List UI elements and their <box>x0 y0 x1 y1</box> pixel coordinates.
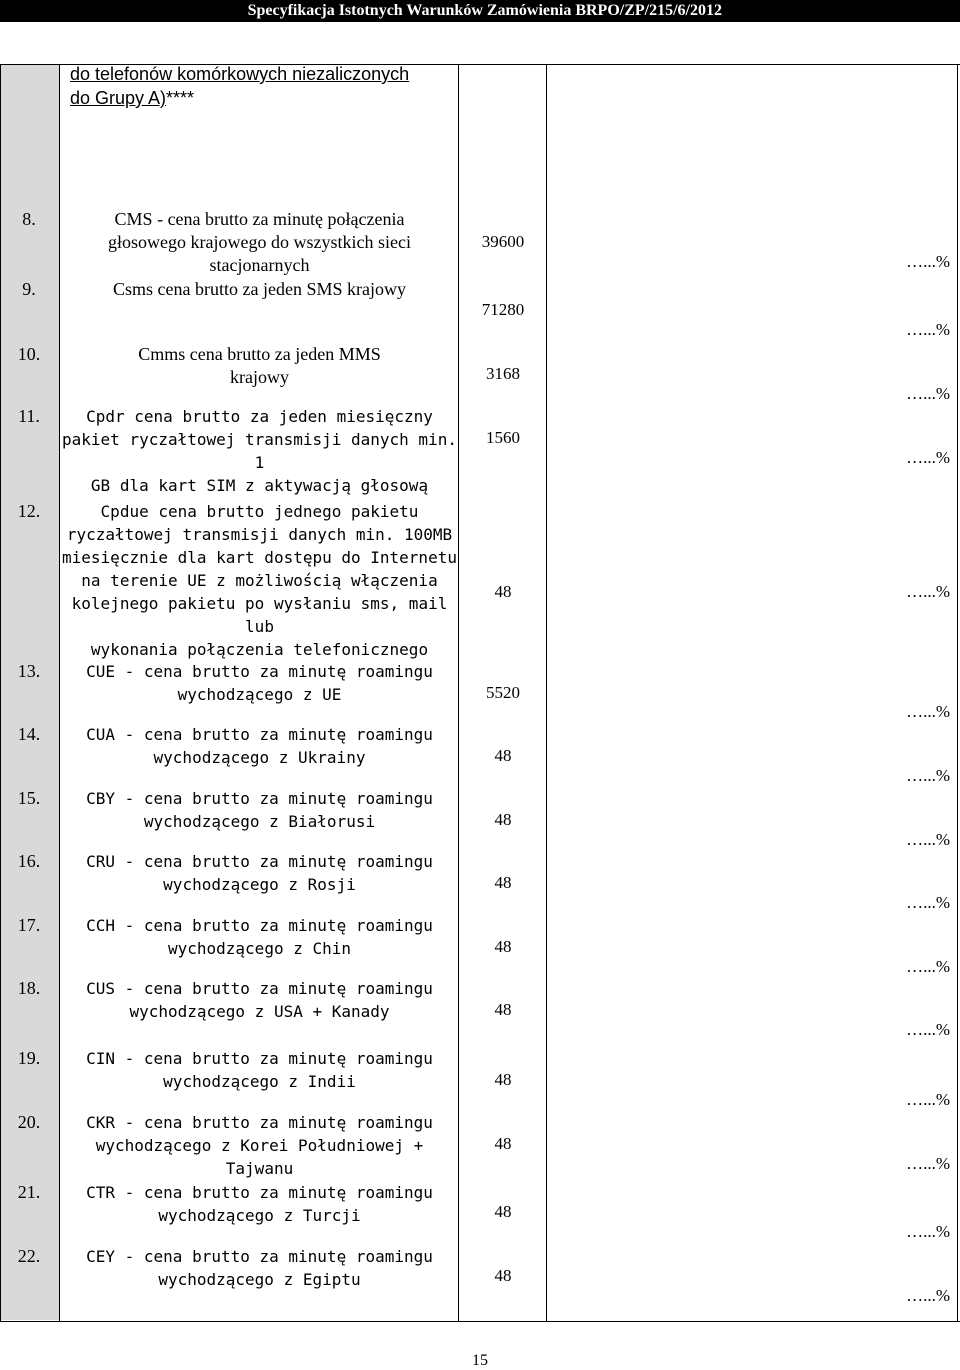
row-description <box>62 278 457 301</box>
row-percent-field[interactable]: …...% <box>906 957 950 976</box>
row-percent-field[interactable]: …...% <box>906 766 950 785</box>
row-quantity: 48 <box>494 937 512 956</box>
row-percent-field[interactable]: …...% <box>906 384 950 403</box>
description-line: Tajwanu <box>225 1159 294 1178</box>
row-percent-field[interactable]: …...% <box>906 893 950 912</box>
row-quantity: 48 <box>494 746 512 765</box>
description-line: wychodzącego z Chin <box>167 939 352 958</box>
row-description <box>62 660 457 706</box>
description-line: wychodzącego z USA + Kanady <box>129 1002 390 1021</box>
description-line: wychodzącego z Białorusi <box>143 812 376 831</box>
description-line: krajowy <box>230 367 289 387</box>
description-line: CUA - cena brutto za minutę roamingu <box>86 725 433 744</box>
row-quantity: 48 <box>494 810 512 829</box>
description-line: CCH - cena brutto za minutę roamingu <box>86 916 433 935</box>
continuation-line-2-mark: **** <box>166 88 195 108</box>
row-percent-field[interactable]: …...% <box>906 830 950 849</box>
description-line: wychodzącego z UE <box>177 685 342 704</box>
row-quantity: 1560 <box>486 428 520 447</box>
row-percent-field[interactable]: …...% <box>906 1286 950 1305</box>
continuation-line-1: do telefonów komórkowych niezaliczonych <box>70 64 410 84</box>
row-percent-field[interactable]: …...% <box>906 320 950 339</box>
document-header <box>0 0 960 22</box>
row-quantity: 71280 <box>481 300 525 319</box>
row-percent-field[interactable]: …...% <box>906 1020 950 1039</box>
description-line: CRU - cena brutto za minutę roamingu <box>86 852 433 871</box>
row-description <box>62 500 457 661</box>
description-line: wychodzącego z Korei Południowej + <box>95 1136 424 1155</box>
row-description <box>62 1245 457 1291</box>
description-line: wychodzącego z Ukrainy <box>153 748 366 767</box>
description-line: ryczałtowej transmisji danych min. 100MB <box>66 525 453 544</box>
continuation-text <box>70 62 409 110</box>
description-line: wykonania połączenia telefonicznego <box>90 640 429 659</box>
row-number: 10. <box>17 344 41 364</box>
description-line: CUS - cena brutto za minutę roamingu <box>86 979 433 998</box>
description-line: Cmms cena brutto za jeden MMS <box>138 344 381 364</box>
description-line: CKR - cena brutto za minutę roamingu <box>86 1113 433 1132</box>
row-description <box>62 1047 457 1093</box>
row-percent-field[interactable]: …...% <box>906 1154 950 1173</box>
row-number: 13. <box>17 661 41 681</box>
description-line: CBY - cena brutto za minutę roamingu <box>86 789 433 808</box>
row-quantity: 48 <box>494 1202 512 1221</box>
row-number: 17. <box>17 915 41 935</box>
description-line: pakiet ryczałtowej transmisji danych min. 1 <box>62 430 457 472</box>
qty-col-divider <box>546 64 547 1322</box>
row-number: 16. <box>17 851 41 871</box>
description-line: Csms cena brutto za jeden SMS krajowy <box>113 279 406 299</box>
description-line: CIN - cena brutto za minutę roamingu <box>86 1049 433 1068</box>
row-description <box>62 343 457 389</box>
row-quantity: 3168 <box>486 364 520 383</box>
row-quantity: 48 <box>494 1000 512 1019</box>
desc-col-divider <box>458 64 459 1322</box>
row-number: 12. <box>17 501 41 521</box>
row-quantity: 48 <box>494 1134 512 1153</box>
description-line: miesięcznie dla kart dostępu do Internetu <box>62 548 457 567</box>
page-number: 15 <box>472 1352 488 1369</box>
row-description <box>62 723 457 769</box>
row-number: 14. <box>17 724 41 744</box>
description-line: Cpdue cena brutto jednego pakietu <box>100 502 419 521</box>
row-description <box>62 787 457 833</box>
row-percent-field[interactable]: …...% <box>906 1222 950 1241</box>
row-number: 21. <box>17 1182 41 1202</box>
row-description <box>62 914 457 960</box>
row-percent-field[interactable]: …...% <box>906 448 950 467</box>
description-line: wychodzącego z Turcji <box>158 1206 361 1225</box>
description-line: GB dla kart SIM z aktywacją głosową <box>90 476 429 495</box>
description-line: CEY - cena brutto za minutę roamingu <box>86 1247 433 1266</box>
row-description <box>62 977 457 1023</box>
row-description <box>62 850 457 896</box>
row-quantity: 5520 <box>486 683 520 702</box>
row-percent-field[interactable]: …...% <box>906 582 950 601</box>
row-number: 19. <box>17 1048 41 1068</box>
row-description <box>62 208 457 277</box>
row-quantity: 48 <box>494 1266 512 1285</box>
table-bottom-border <box>0 1321 960 1322</box>
description-line: CTR - cena brutto za minutę roamingu <box>86 1183 433 1202</box>
row-percent-field[interactable]: …...% <box>906 702 950 721</box>
row-percent-field[interactable]: …...% <box>906 1090 950 1109</box>
row-number: 18. <box>17 978 41 998</box>
continuation-line-2: do Grupy A) <box>70 88 167 108</box>
number-col-divider <box>59 64 60 1322</box>
description-line: wychodzącego z Indii <box>163 1072 356 1091</box>
row-number: 20. <box>17 1112 41 1132</box>
description-line: CMS - cena brutto za minutę połączenia <box>114 209 405 229</box>
table-right-border <box>957 64 958 1322</box>
row-number: 11. <box>18 406 40 426</box>
row-number: 8. <box>22 209 36 229</box>
description-line: CUE - cena brutto za minutę roamingu <box>86 662 433 681</box>
row-number: 9. <box>22 279 36 299</box>
row-description <box>62 1111 457 1180</box>
row-description <box>62 405 457 497</box>
row-quantity: 48 <box>494 873 512 892</box>
description-line: Cpdr cena brutto za jeden miesięczny <box>86 407 433 426</box>
description-line: stacjonarnych <box>209 255 310 275</box>
row-number: 15. <box>17 788 41 808</box>
description-line: kolejnego pakietu po wysłaniu sms, mail lub <box>71 594 448 636</box>
row-number: 22. <box>17 1246 41 1266</box>
row-quantity: 48 <box>494 582 512 601</box>
row-description <box>62 1181 457 1227</box>
row-quantity: 48 <box>494 1070 512 1089</box>
description-line: głosowego krajowego do wszystkich sieci <box>108 232 411 252</box>
row-percent-field[interactable]: …...% <box>906 252 950 271</box>
document-title: Specyfikacja Istotnych Warunków Zamówienia BRPO/ZP/215/6/2012 <box>247 2 722 19</box>
description-line: wychodzącego z Rosji <box>163 875 356 894</box>
description-line: wychodzącego z Egiptu <box>158 1270 361 1289</box>
description-line: na terenie UE z możliwością włączenia <box>81 571 438 590</box>
row-quantity: 39600 <box>481 232 525 251</box>
